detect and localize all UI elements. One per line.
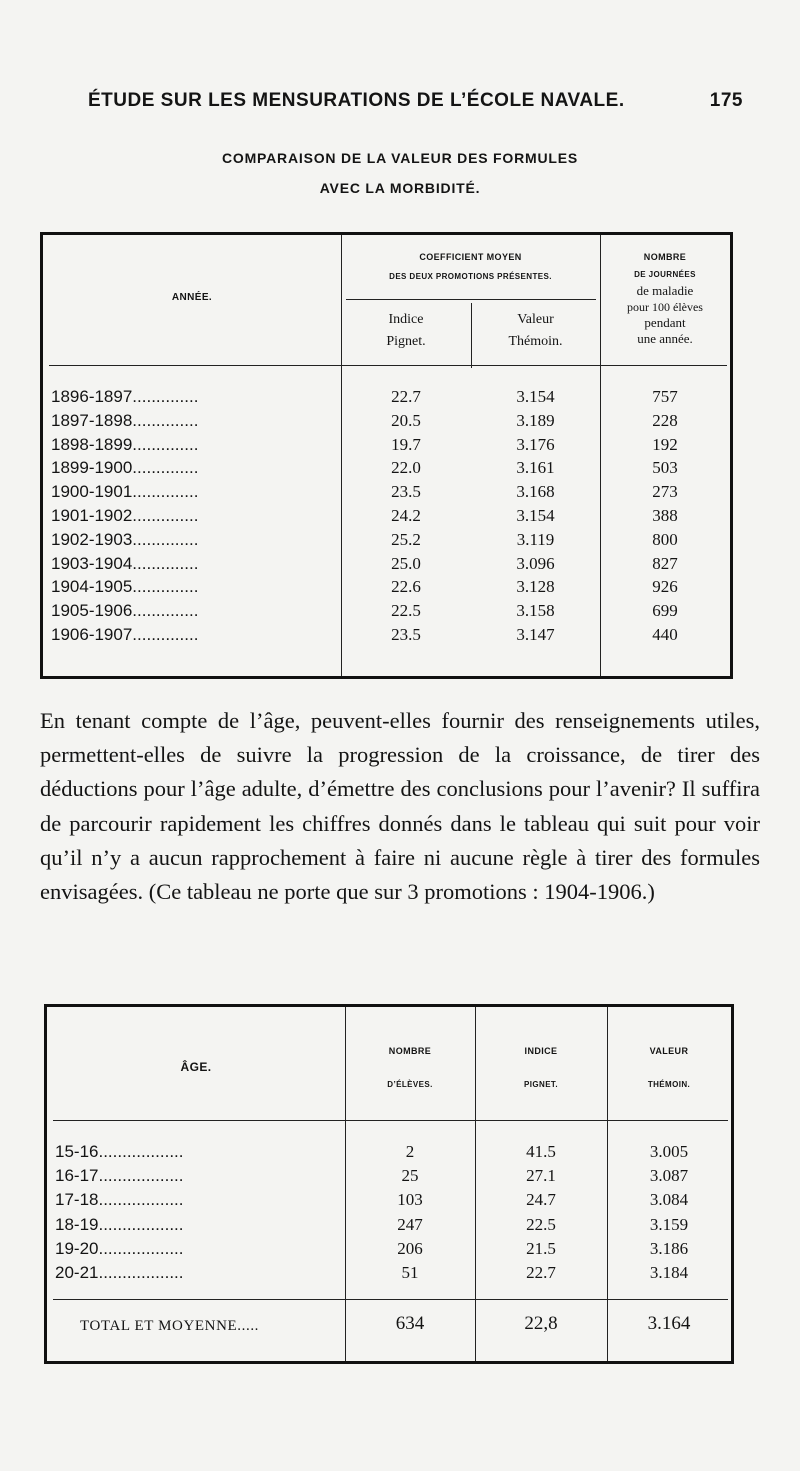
- row-valeur: 3.158: [516, 601, 555, 621]
- row-indice: 21.5: [526, 1238, 556, 1258]
- header-indice-line-1: Indice: [388, 312, 424, 327]
- age-table: [44, 1004, 734, 1364]
- row-nombre: 2: [405, 1142, 415, 1161]
- header-brace-line: [346, 299, 596, 300]
- header-nombre-line-6: une année.: [637, 331, 693, 346]
- header-nombre-line-5: pendant: [644, 315, 686, 330]
- morbidity-table: [40, 232, 733, 679]
- header-rule: [53, 1120, 728, 1121]
- row-indice: 23.5: [391, 625, 421, 644]
- row-annee: 1904-1905..............: [51, 577, 199, 597]
- row-nombre: 192: [652, 434, 678, 454]
- row-indice: 22.7: [526, 1263, 556, 1282]
- row-valeur: 3.159: [649, 1214, 689, 1234]
- table-row: [43, 599, 730, 622]
- table-row: [43, 623, 730, 646]
- total-rule: [53, 1299, 728, 1300]
- table-row: [47, 1140, 731, 1163]
- row-annee: 1906-1907..............: [51, 625, 199, 644]
- body-paragraph: En tenant compte de l’âge, peuvent-elles fournir des renseignements utiles, permettent-elles de suivre la progression de la croissance, de tirer des déductions pour l’âge adulte, d’émettre des conclusions pour l’avenir? Il suffira de parcourir rapidement les chiffres donnés dans le tableau qui suit pour voir qu’il n’y a aucun rapprochement à faire ni aucune règle à tirer des formules envisagées. (Ce tableau ne porte que sur 3 promotions : 1904-1906.): [40, 708, 760, 905]
- row-valeur: 3.161: [516, 458, 555, 478]
- total-indice: 22,8: [524, 1313, 558, 1334]
- running-head-title: ÉTUDE SUR LES MENSURATIONS DE L’ÉCOLE NAVALE.: [88, 90, 625, 111]
- header-nombre-line-1: NOMBRE: [388, 1046, 432, 1056]
- row-nombre: 800: [652, 529, 678, 549]
- header-nombre-line-3: de maladie: [636, 283, 694, 298]
- row-valeur: 3.189: [516, 410, 555, 430]
- row-annee: 1903-1904..............: [51, 553, 199, 573]
- row-nombre: 228: [652, 410, 678, 430]
- row-valeur: 3.154: [516, 387, 555, 406]
- table-row: [47, 1188, 731, 1211]
- row-age: 16-17..................: [55, 1166, 184, 1186]
- table-row: [43, 528, 730, 551]
- row-valeur: 3.176: [516, 434, 555, 454]
- table-row: [43, 575, 730, 598]
- row-age: 17-18..................: [55, 1190, 184, 1210]
- header-indice-line-2: Pignet.: [386, 334, 426, 349]
- row-indice: 19.7: [391, 434, 421, 454]
- header-valeur-line-1: Valeur: [517, 312, 554, 327]
- table-row: [47, 1164, 731, 1187]
- table-row: [43, 409, 730, 432]
- table-row: [47, 1213, 731, 1236]
- row-indice: 22.0: [391, 458, 421, 478]
- row-indice: 20.5: [391, 410, 421, 430]
- row-valeur: 3.084: [649, 1190, 689, 1210]
- row-valeur: 3.184: [649, 1263, 689, 1282]
- row-indice: 24.7: [526, 1190, 556, 1210]
- table-row: [47, 1237, 731, 1260]
- row-indice: 41.5: [526, 1142, 556, 1161]
- header-valeur-line-1: VALEUR: [649, 1046, 689, 1056]
- header-nombre-line-2: DE JOURNÉES: [634, 270, 696, 279]
- row-indice: 24.2: [391, 506, 421, 525]
- table-caption-line-2: AVEC LA MORBIDITÉ.: [319, 180, 481, 196]
- header-rule: [49, 365, 727, 366]
- row-age: 20-21..................: [55, 1263, 184, 1282]
- header-nombre-line-2: D’ÉLÈVES.: [387, 1080, 433, 1089]
- row-indice: 22.7: [391, 387, 421, 406]
- total-valeur: 3.164: [647, 1313, 691, 1334]
- row-valeur: 3.119: [516, 529, 555, 549]
- row-valeur: 3.147: [516, 625, 555, 644]
- row-valeur: 3.087: [649, 1166, 689, 1186]
- row-nombre: 51: [401, 1263, 419, 1282]
- header-annee: ANNÉE.: [171, 292, 213, 303]
- row-nombre: 25: [401, 1166, 419, 1186]
- row-nombre: 757: [652, 387, 678, 406]
- row-age: 15-16..................: [55, 1142, 184, 1161]
- header-valeur-line-2: Thémoin.: [508, 334, 563, 349]
- row-annee: 1902-1903..............: [51, 529, 199, 549]
- total-label: TOTAL ET MOYENNE.....: [80, 1318, 260, 1334]
- table-caption-line-1: COMPARAISON DE LA VALEUR DES FORMULES: [221, 150, 578, 166]
- total-nombre: 634: [395, 1313, 425, 1334]
- table-row: [43, 480, 730, 503]
- row-nombre: 926: [652, 577, 678, 597]
- row-nombre: 247: [397, 1214, 423, 1234]
- row-valeur: 3.154: [516, 506, 555, 525]
- row-indice: 25.2: [391, 529, 421, 549]
- header-age: ÂGE.: [180, 1060, 212, 1074]
- header-coef-line-1: COEFFICIENT MOYEN: [419, 252, 522, 262]
- row-annee: 1898-1899..............: [51, 434, 199, 454]
- table-row: [43, 504, 730, 527]
- row-valeur: 3.186: [649, 1238, 689, 1258]
- row-annee: 1896-1897..............: [51, 387, 199, 406]
- row-nombre: 440: [652, 625, 678, 644]
- row-annee: 1901-1902..............: [51, 506, 199, 525]
- header-indice-line-1: INDICE: [524, 1046, 558, 1056]
- row-nombre: 206: [397, 1238, 423, 1258]
- row-indice: 23.5: [391, 482, 421, 502]
- header-indice-line-2: PIGNET.: [524, 1080, 558, 1089]
- row-nombre: 273: [652, 482, 678, 502]
- row-age: 19-20..................: [55, 1238, 184, 1258]
- table-row: [43, 456, 730, 479]
- row-nombre: 699: [652, 601, 678, 621]
- row-indice: 22.6: [391, 577, 421, 597]
- header-valeur-line-2: THÉMOIN.: [647, 1080, 691, 1089]
- row-indice: 22.5: [391, 601, 421, 621]
- row-annee: 1899-1900..............: [51, 458, 199, 478]
- header-nombre-line-4: pour 100 élèves: [627, 300, 703, 314]
- header-nombre-line-1: NOMBRE: [643, 252, 687, 262]
- table-row: [47, 1261, 731, 1284]
- running-head: [88, 90, 743, 112]
- row-annee: 1897-1898..............: [51, 410, 199, 430]
- row-annee: 1905-1906..............: [51, 601, 199, 621]
- table-row: [43, 433, 730, 456]
- row-indice: 22.5: [526, 1214, 556, 1234]
- page-number: 175: [709, 90, 743, 111]
- header-coef-line-2: DES DEUX PROMOTIONS PRÉSENTES.: [389, 272, 552, 281]
- row-valeur: 3.128: [516, 577, 555, 597]
- row-nombre: 827: [652, 553, 678, 573]
- row-valeur: 3.096: [516, 553, 555, 573]
- row-age: 18-19..................: [55, 1214, 184, 1234]
- row-nombre: 388: [652, 506, 678, 525]
- row-valeur: 3.168: [516, 482, 555, 502]
- table-row: [43, 385, 730, 408]
- row-nombre: 103: [397, 1190, 423, 1210]
- row-indice: 27.1: [526, 1166, 556, 1186]
- row-indice: 25.0: [391, 553, 421, 573]
- row-annee: 1900-1901..............: [51, 482, 199, 502]
- row-valeur: 3.005: [649, 1142, 689, 1161]
- table-row: [43, 552, 730, 575]
- row-nombre: 503: [652, 458, 678, 478]
